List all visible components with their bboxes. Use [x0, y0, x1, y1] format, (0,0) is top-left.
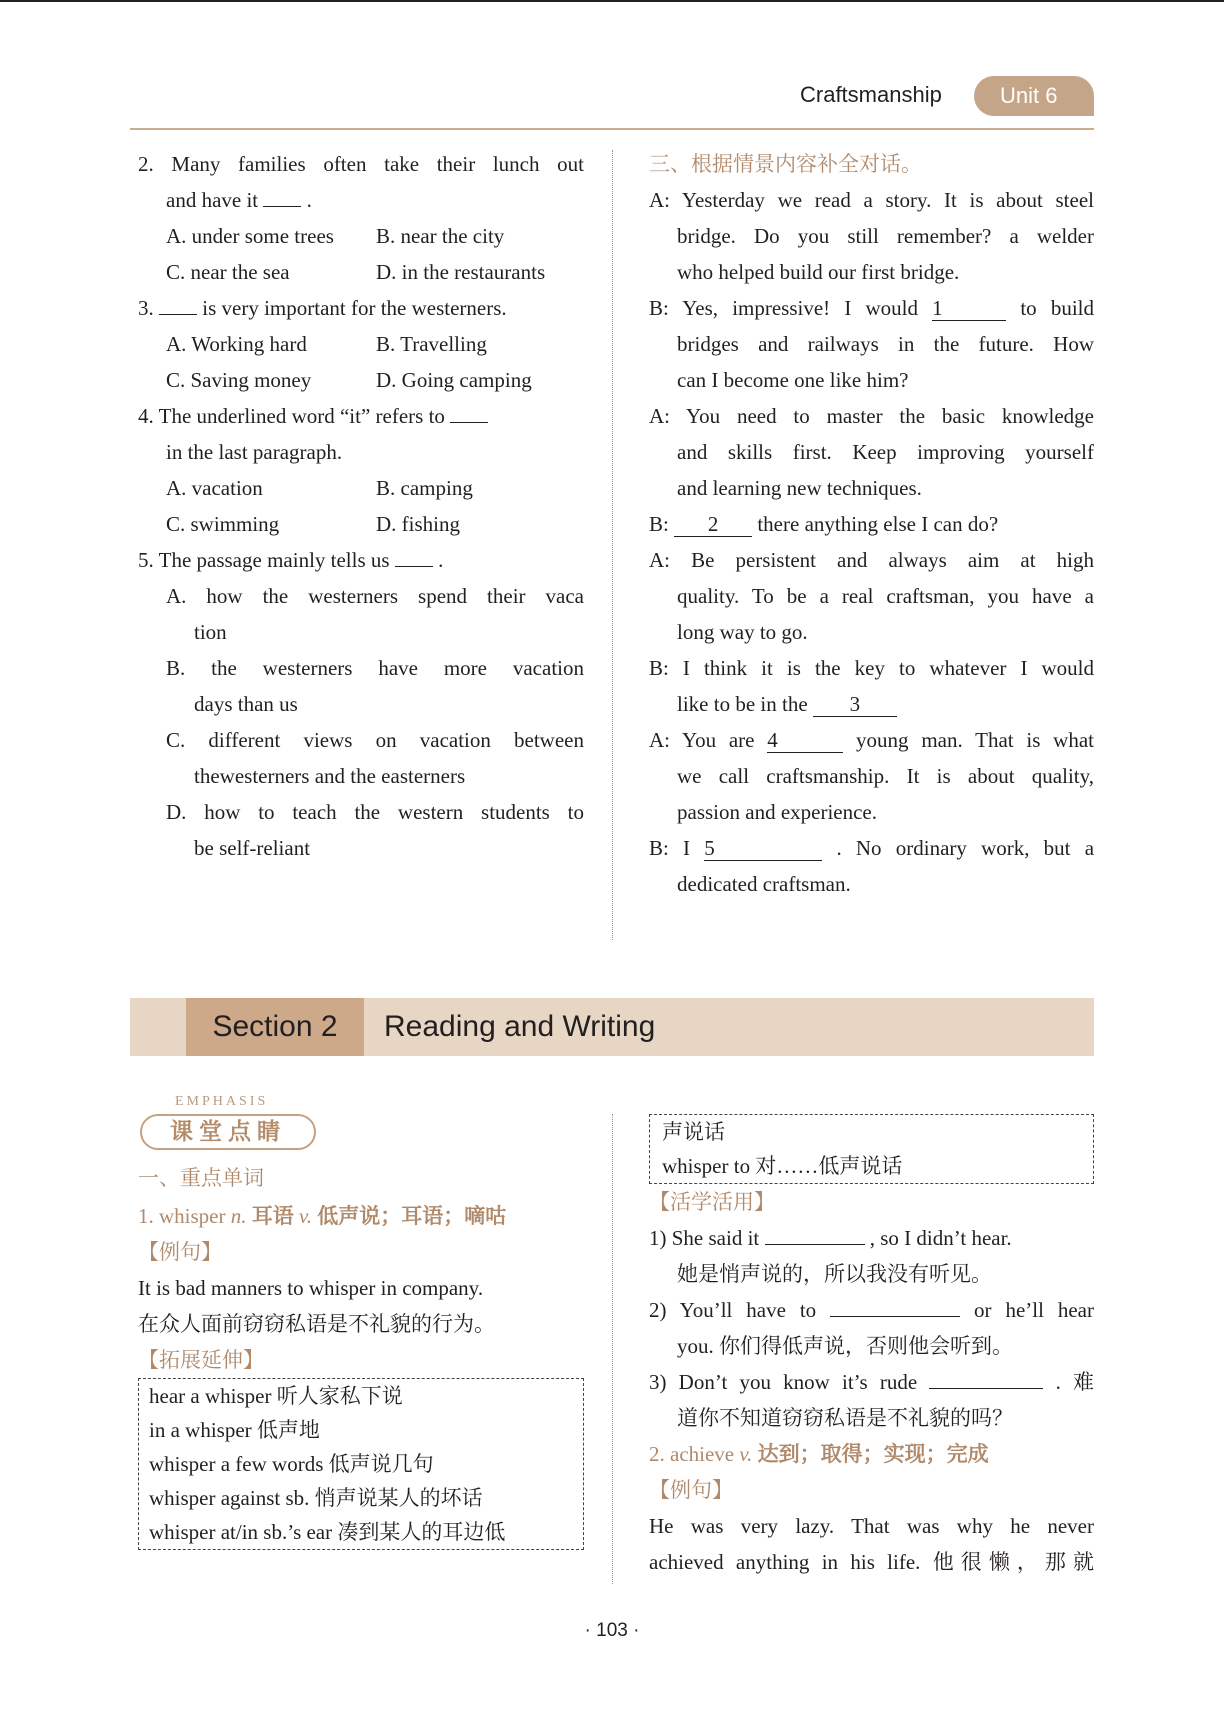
word-entry-whisper: 1. whisper n. 耳语 v. 低声说；耳语；嘀咕 [138, 1204, 507, 1228]
section-tab: Section 2 [186, 998, 364, 1056]
q5-option-d-cont: be self-reliant [194, 836, 311, 860]
column-divider-bottom [612, 1114, 613, 1584]
q2-option-a[interactable]: A. under some trees [166, 224, 334, 248]
q3-option-a[interactable]: A. Working hard [166, 332, 307, 356]
q5-option-a[interactable]: A. how the westerners spend their vaca [166, 584, 584, 608]
q2-stem-line2: and have it . [138, 182, 584, 218]
dialogue-line: passion and experience. [677, 800, 878, 824]
word-entry-achieve: 2. achieve v. 达到；取得；实现；完成 [649, 1442, 989, 1466]
q4-stem-line2: in the last paragraph. [166, 440, 343, 464]
q3-option-b[interactable]: B. Travelling [376, 332, 487, 356]
q5-option-b-cont: days than us [194, 692, 298, 716]
q4-stem-line1: 4. The underlined word “it” refers to [138, 398, 584, 434]
q2-blank[interactable] [263, 184, 301, 207]
extension-item: whisper a few words 低声说几句 [149, 1452, 434, 1476]
column-divider-top [612, 150, 613, 940]
q5-blank[interactable] [395, 544, 433, 567]
q2-option-b[interactable]: B. near the city [376, 224, 505, 248]
extension-item: whisper at/in sb.’s ear 凑到某人的耳边低 [149, 1520, 506, 1544]
extension-box [138, 1378, 584, 1550]
q4-blank[interactable] [450, 400, 488, 423]
dialogue-line: A: Yesterday we read a story. It is about steel [649, 188, 1094, 212]
blank-1[interactable]: 1 [932, 296, 1006, 321]
practice-2: 2) You’ll have to or he’ll hear [649, 1292, 1094, 1328]
q3-option-d[interactable]: D. Going camping [376, 368, 532, 392]
dialogue-line: quality. To be a real craftsman, you have a [677, 584, 1094, 608]
practice-3-blank[interactable] [929, 1366, 1043, 1389]
q5-option-d[interactable]: D. how to teach the western students to [166, 800, 584, 824]
practice-1-cn: 她是悄声说的，所以我没有听见。 [677, 1262, 992, 1286]
emphasis-badge: 课堂点睛 [140, 1114, 316, 1150]
blank-5[interactable]: 5 [704, 836, 822, 861]
example-en: It is bad manners to whisper in company. [138, 1276, 484, 1300]
q3-option-c[interactable]: C. Saving money [166, 368, 312, 392]
page-number: · 103 · [584, 1620, 640, 1641]
example-label: 【例句】 [649, 1478, 733, 1502]
q3-options-ab [138, 326, 584, 362]
example-cn: 在众人面前窃窃私语是不礼貌的行为。 [138, 1312, 495, 1336]
dialogue-line: B: 2 there anything else I can do? [649, 512, 999, 536]
dialogue-line: A: Be persistent and always aim at high [649, 548, 1094, 572]
extension-item: hear a whisper 听人家私下说 [149, 1384, 403, 1408]
extension-item: whisper to 对……低声说话 [662, 1154, 903, 1178]
dialogue-line: bridge. Do you still remember? a welder [677, 224, 1094, 248]
dialogue-line: B: I think it is the key to whatever I would [649, 656, 1094, 680]
extension-item: in a whisper 低声地 [149, 1418, 320, 1442]
dialogue-line: and skills first. Keep improving yourself [677, 440, 1094, 464]
q2-options-ab [138, 218, 584, 254]
q5-stem: 5. The passage mainly tells us . [138, 542, 584, 578]
example-en-cont: achieved anything in his life. 他很懒，那就 [649, 1550, 1094, 1574]
dialogue-line: long way to go. [677, 620, 808, 644]
q3-stem: 3. is very important for the westerners. [138, 290, 584, 326]
q2-options-cd [138, 254, 584, 290]
vocabulary-left [138, 1160, 584, 1550]
dialogue-heading: 三、根据情景内容补全对话。 [649, 152, 922, 176]
q4-option-c[interactable]: C. swimming [166, 512, 280, 536]
dialogue-exercise [649, 146, 1094, 902]
unit-badge: Unit 6 [974, 76, 1094, 116]
dialogue-line: B: I 5 . No ordinary work, but a [649, 836, 1095, 860]
top-border [0, 0, 1224, 2]
q5-option-a-cont: tion [194, 620, 227, 644]
dialogue-line: who helped build our first bridge. [677, 260, 960, 284]
practice-1-blank[interactable] [765, 1222, 865, 1245]
q4-option-b[interactable]: B. camping [376, 476, 473, 500]
dialogue-line: dedicated craftsman. [677, 872, 851, 896]
q3-blank[interactable] [159, 292, 197, 315]
dialogue-line: bridges and railways in the future. How [677, 332, 1094, 356]
dialogue-line: and learning new techniques. [677, 476, 922, 500]
key-words-heading: 一、重点单词 [138, 1166, 264, 1190]
dialogue-line: like to be in the 3 [649, 686, 1094, 722]
dialogue-line: B: Yes, impressive! I would 1 to build [649, 296, 1095, 320]
extension-label: 【拓展延伸】 [138, 1348, 264, 1372]
practice-2-cont: you. 你们得低声说，否则他会听到。 [677, 1334, 1013, 1358]
dialogue-line: we call craftsmanship. It is about quality, [677, 764, 1094, 788]
dialogue-line: A: You need to master the basic knowledge [649, 404, 1094, 428]
q4-option-d[interactable]: D. fishing [376, 512, 460, 536]
header-rule [130, 128, 1094, 130]
extension-box-continued [649, 1114, 1094, 1184]
q4-option-a[interactable]: A. vacation [166, 476, 263, 500]
q5-option-c-cont: thewesterners and the easterners [194, 764, 466, 788]
reading-questions [138, 146, 584, 866]
running-header-title: Craftsmanship [800, 82, 942, 107]
q2-stem-line1: 2. Many families often take their lunch out [138, 152, 584, 176]
dialogue-line: can I become one like him? [677, 368, 909, 392]
section-title: Reading and Writing [384, 1010, 656, 1043]
example-en: He was very lazy. That was why he never [649, 1514, 1094, 1538]
blank-3[interactable]: 3 [813, 692, 897, 717]
q2-option-d[interactable]: D. in the restaurants [376, 260, 546, 284]
q5-option-b[interactable]: B. the westerners have more vacation [166, 656, 584, 680]
example-label: 【例句】 [138, 1240, 222, 1264]
practice-label: 【活学活用】 [649, 1190, 775, 1214]
q3-options-cd [138, 362, 584, 398]
practice-1: 1) She said it , so I didn’t hear. [649, 1220, 1094, 1256]
practice-3-cont: 道你不知道窃窃私语是不礼貌的吗？ [677, 1406, 1013, 1430]
emphasis-label: EMPHASIS [175, 1094, 269, 1109]
practice-3: 3) Don’t you know it’s rude . 难 [649, 1364, 1094, 1400]
blank-4[interactable]: 4 [767, 728, 843, 753]
q4-options-cd [138, 506, 584, 542]
dialogue-line: A: You are 4 young man. That is what [649, 728, 1095, 752]
vocabulary-right [649, 1114, 1094, 1580]
extension-item: whisper against sb. 悄声说某人的坏话 [149, 1486, 483, 1510]
extension-item: 声说话 [662, 1120, 725, 1144]
q5-option-c[interactable]: C. different views on vacation between [166, 728, 584, 752]
q4-options-ab [138, 470, 584, 506]
blank-2[interactable]: 2 [674, 512, 752, 537]
q2-option-c[interactable]: C. near the sea [166, 260, 290, 284]
practice-2-blank[interactable] [830, 1294, 960, 1317]
